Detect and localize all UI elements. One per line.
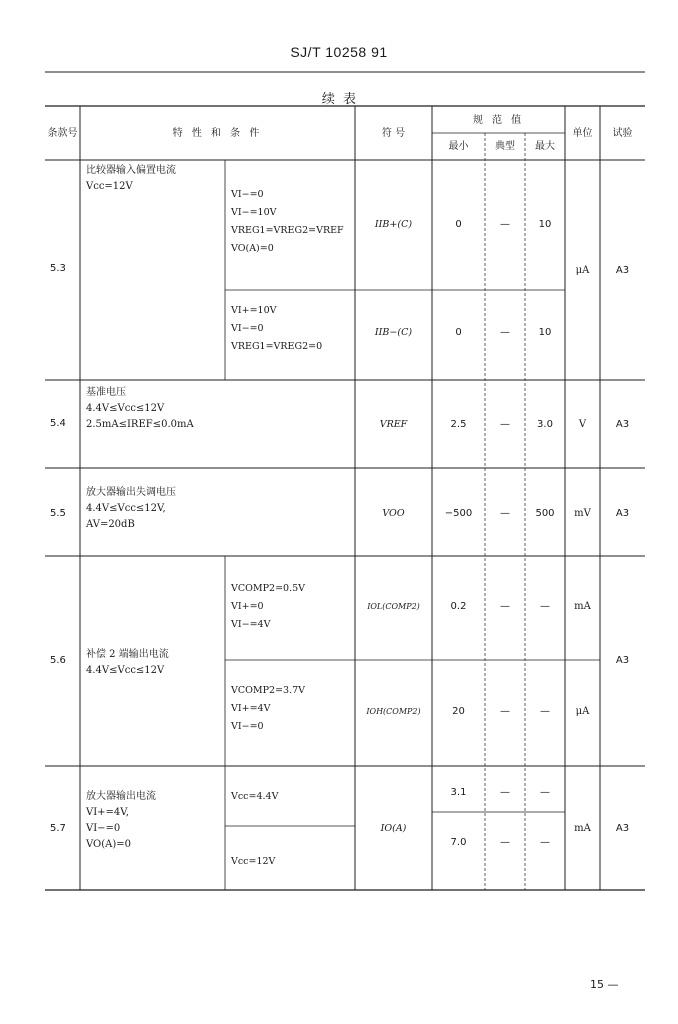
symbol: VREF xyxy=(379,419,408,430)
min-value: 3.1 xyxy=(450,787,467,798)
symbol: IO(A) xyxy=(380,823,407,834)
unit: mA xyxy=(574,823,591,834)
typ-value: — xyxy=(500,837,510,848)
condition: VI−=0 xyxy=(231,323,264,334)
col-typ: 典型 xyxy=(495,141,515,152)
condition: VCOMP2=3.7V xyxy=(231,685,306,696)
max-value: — xyxy=(540,837,550,848)
condition: 2.5mA≤IREF≤0.0mA xyxy=(86,419,194,430)
max-value: — xyxy=(540,601,550,612)
condition: 4.4V≤Vcc≤12V xyxy=(86,665,165,676)
condition: VI−=0 xyxy=(231,721,264,732)
col-clause-no: 条款号 xyxy=(47,128,78,139)
min-value: 20 xyxy=(452,706,465,717)
min-value: −500 xyxy=(444,508,473,519)
characteristic-name: 放大器输出电流 xyxy=(86,791,156,802)
characteristic-name: 比较器输入偏置电流 xyxy=(86,165,176,176)
condition: VREG1=VREG2=0 xyxy=(231,341,323,352)
table-title: 续 表 xyxy=(321,92,359,107)
test-group: A3 xyxy=(615,655,630,666)
min-value: 0 xyxy=(455,327,462,338)
condition: Vcc=4.4V xyxy=(231,791,279,802)
clause-number: 5.7 xyxy=(50,823,66,834)
condition: VREG1=VREG2=VREF xyxy=(231,225,344,236)
condition: Vcc=12V xyxy=(86,181,133,192)
condition: 4.4V≤Vcc≤12V xyxy=(86,403,165,414)
col-characteristics: 特 性 和 条 件 xyxy=(172,128,263,139)
clause-number: 5.5 xyxy=(50,508,66,519)
typ-value: — xyxy=(500,601,510,612)
unit: mV xyxy=(574,508,591,519)
col-spec-value: 规 范 值 xyxy=(472,115,525,126)
typ-value: — xyxy=(500,787,510,798)
condition: VI+=4V, xyxy=(86,807,129,818)
typ-value: — xyxy=(500,419,510,430)
test-group: A3 xyxy=(615,508,630,519)
condition: VI−=0 xyxy=(231,189,264,200)
condition: VI+=10V xyxy=(231,305,277,316)
typ-value: — xyxy=(500,508,510,519)
max-value: — xyxy=(540,787,550,798)
col-test: 试验 xyxy=(612,128,633,139)
test-group: A3 xyxy=(615,265,630,276)
condition: VI−=0 xyxy=(86,823,121,834)
max-value: 3.0 xyxy=(537,419,553,430)
min-value: 7.0 xyxy=(450,837,467,848)
document-header: SJ/T 10258 91 xyxy=(290,44,388,60)
max-value: 500 xyxy=(535,508,555,519)
typ-value: — xyxy=(500,327,510,338)
characteristic-name: 补偿 2 端输出电流 xyxy=(86,649,169,660)
condition: VO(A)=0 xyxy=(231,243,274,254)
symbol: IIB+(C) xyxy=(374,219,413,230)
typ-value: — xyxy=(500,219,510,230)
clause-number: 5.4 xyxy=(50,418,66,429)
min-value: 0 xyxy=(455,219,462,230)
condition: VCOMP2=0.5V xyxy=(231,583,306,594)
characteristic-name: 基准电压 xyxy=(86,387,126,398)
max-value: — xyxy=(540,706,550,717)
characteristic-name: 放大器输出失调电压 xyxy=(86,487,176,498)
condition: VI+=0 xyxy=(231,601,264,612)
condition: 4.4V≤Vcc≤12V, xyxy=(86,503,166,514)
col-symbol: 符 号 xyxy=(381,128,406,139)
symbol: IOH(COMP2) xyxy=(366,707,421,716)
typ-value: — xyxy=(500,706,510,717)
unit: μA xyxy=(575,706,590,717)
symbol: IOL(COMP2) xyxy=(367,602,420,611)
condition: VI+=4V xyxy=(231,703,271,714)
col-min: 最小 xyxy=(448,141,469,152)
condition: VO(A)=0 xyxy=(86,839,132,850)
clause-number: 5.3 xyxy=(50,263,66,274)
condition: VI−=10V xyxy=(231,207,277,218)
unit: μA xyxy=(575,265,590,276)
max-value: 10 xyxy=(538,327,552,338)
condition: Vcc=12V xyxy=(231,856,276,867)
col-unit: 单位 xyxy=(572,128,593,139)
col-max: 最大 xyxy=(535,141,555,152)
min-value: 0.2 xyxy=(450,601,467,612)
unit: mA xyxy=(574,601,591,612)
symbol: VOO xyxy=(382,508,405,519)
min-value: 2.5 xyxy=(450,419,467,430)
test-group: A3 xyxy=(615,823,630,834)
symbol: IIB−(C) xyxy=(374,327,413,338)
condition: VI−=4V xyxy=(231,619,271,630)
page-number: 15 — xyxy=(590,978,619,991)
test-group: A3 xyxy=(615,419,630,430)
unit: V xyxy=(578,419,587,430)
condition: AV=20dB xyxy=(86,519,135,530)
max-value: 10 xyxy=(538,219,552,230)
clause-number: 5.6 xyxy=(50,655,66,666)
